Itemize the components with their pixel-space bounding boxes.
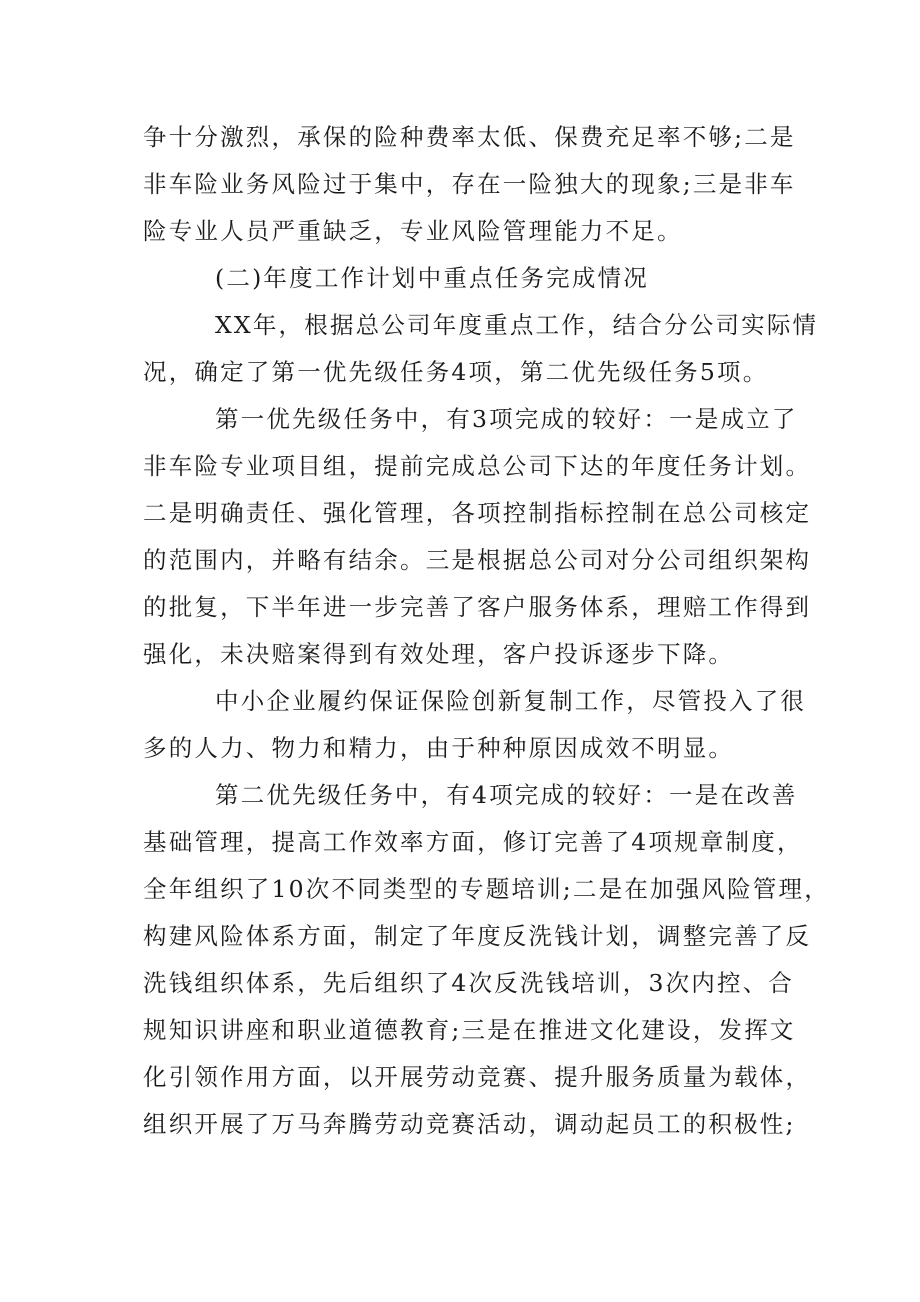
- text-line: 的批复，下半年进一步完善了客户服务体系，理赔工作得到: [143, 593, 812, 621]
- text-line: 二是明确责任、强化管理，各项控制指标控制在总公司核定: [143, 499, 812, 527]
- text-line: 争十分激烈，承保的险种费率太低、保费充足率不够;二是: [143, 123, 796, 151]
- text-line: 非车险专业项目组，提前完成总公司下达的年度任务计划。: [143, 452, 812, 480]
- text-line: 第二优先级任务中，有4项完成的较好：一是在改善: [215, 781, 798, 809]
- document-body: [143, 114, 830, 1148]
- text-line: 第一优先级任务中，有3项完成的较好：一是成立了: [215, 405, 798, 433]
- text-line: 中小企业履约保证保险创新复制工作，尽管投入了很: [215, 687, 807, 715]
- text-line: 险专业人员严重缺乏，专业风险管理能力不足。: [143, 217, 683, 245]
- text-line: 强化，未决赔案得到有效处理，客户投诉逐步下降。: [143, 640, 735, 668]
- text-line: 多的人力、物力和精力，由于种种原因成效不明显。: [143, 734, 735, 762]
- text-line: 洗钱组织体系，先后组织了4次反洗钱培训，3次内控、合: [143, 969, 795, 997]
- text-line: XX年，根据总公司年度重点工作，结合分公司实际情: [215, 311, 819, 339]
- text-line: 况，确定了第一优先级任务4项，第二优先级任务5项。: [143, 358, 769, 386]
- text-line: 基础管理，提高工作效率方面，修订完善了4项规章制度，: [143, 828, 803, 856]
- text-line: 规知识讲座和职业道德教育;三是在推进文化建设，发挥文: [143, 1016, 796, 1044]
- text-line: 组织开展了万马奔腾劳动竞赛活动，调动起员工的积极性;: [143, 1110, 796, 1138]
- section-heading: (二)年度工作计划中重点任务完成情况: [215, 264, 649, 292]
- text-line: 构建风险体系方面，制定了年度反洗钱计划，调整完善了反: [143, 922, 812, 950]
- text-line: 化引领作用方面，以开展劳动竞赛、提升服务质量为载体，: [143, 1063, 812, 1091]
- text-line: 的范围内，并略有结余。三是根据总公司对分公司组织架构: [143, 546, 812, 574]
- text-line: 非车险业务风险过于集中，存在一险独大的现象;三是非车: [143, 170, 796, 198]
- text-line: 全年组织了10次不同类型的专题培训;二是在加强风险管理，: [143, 875, 830, 903]
